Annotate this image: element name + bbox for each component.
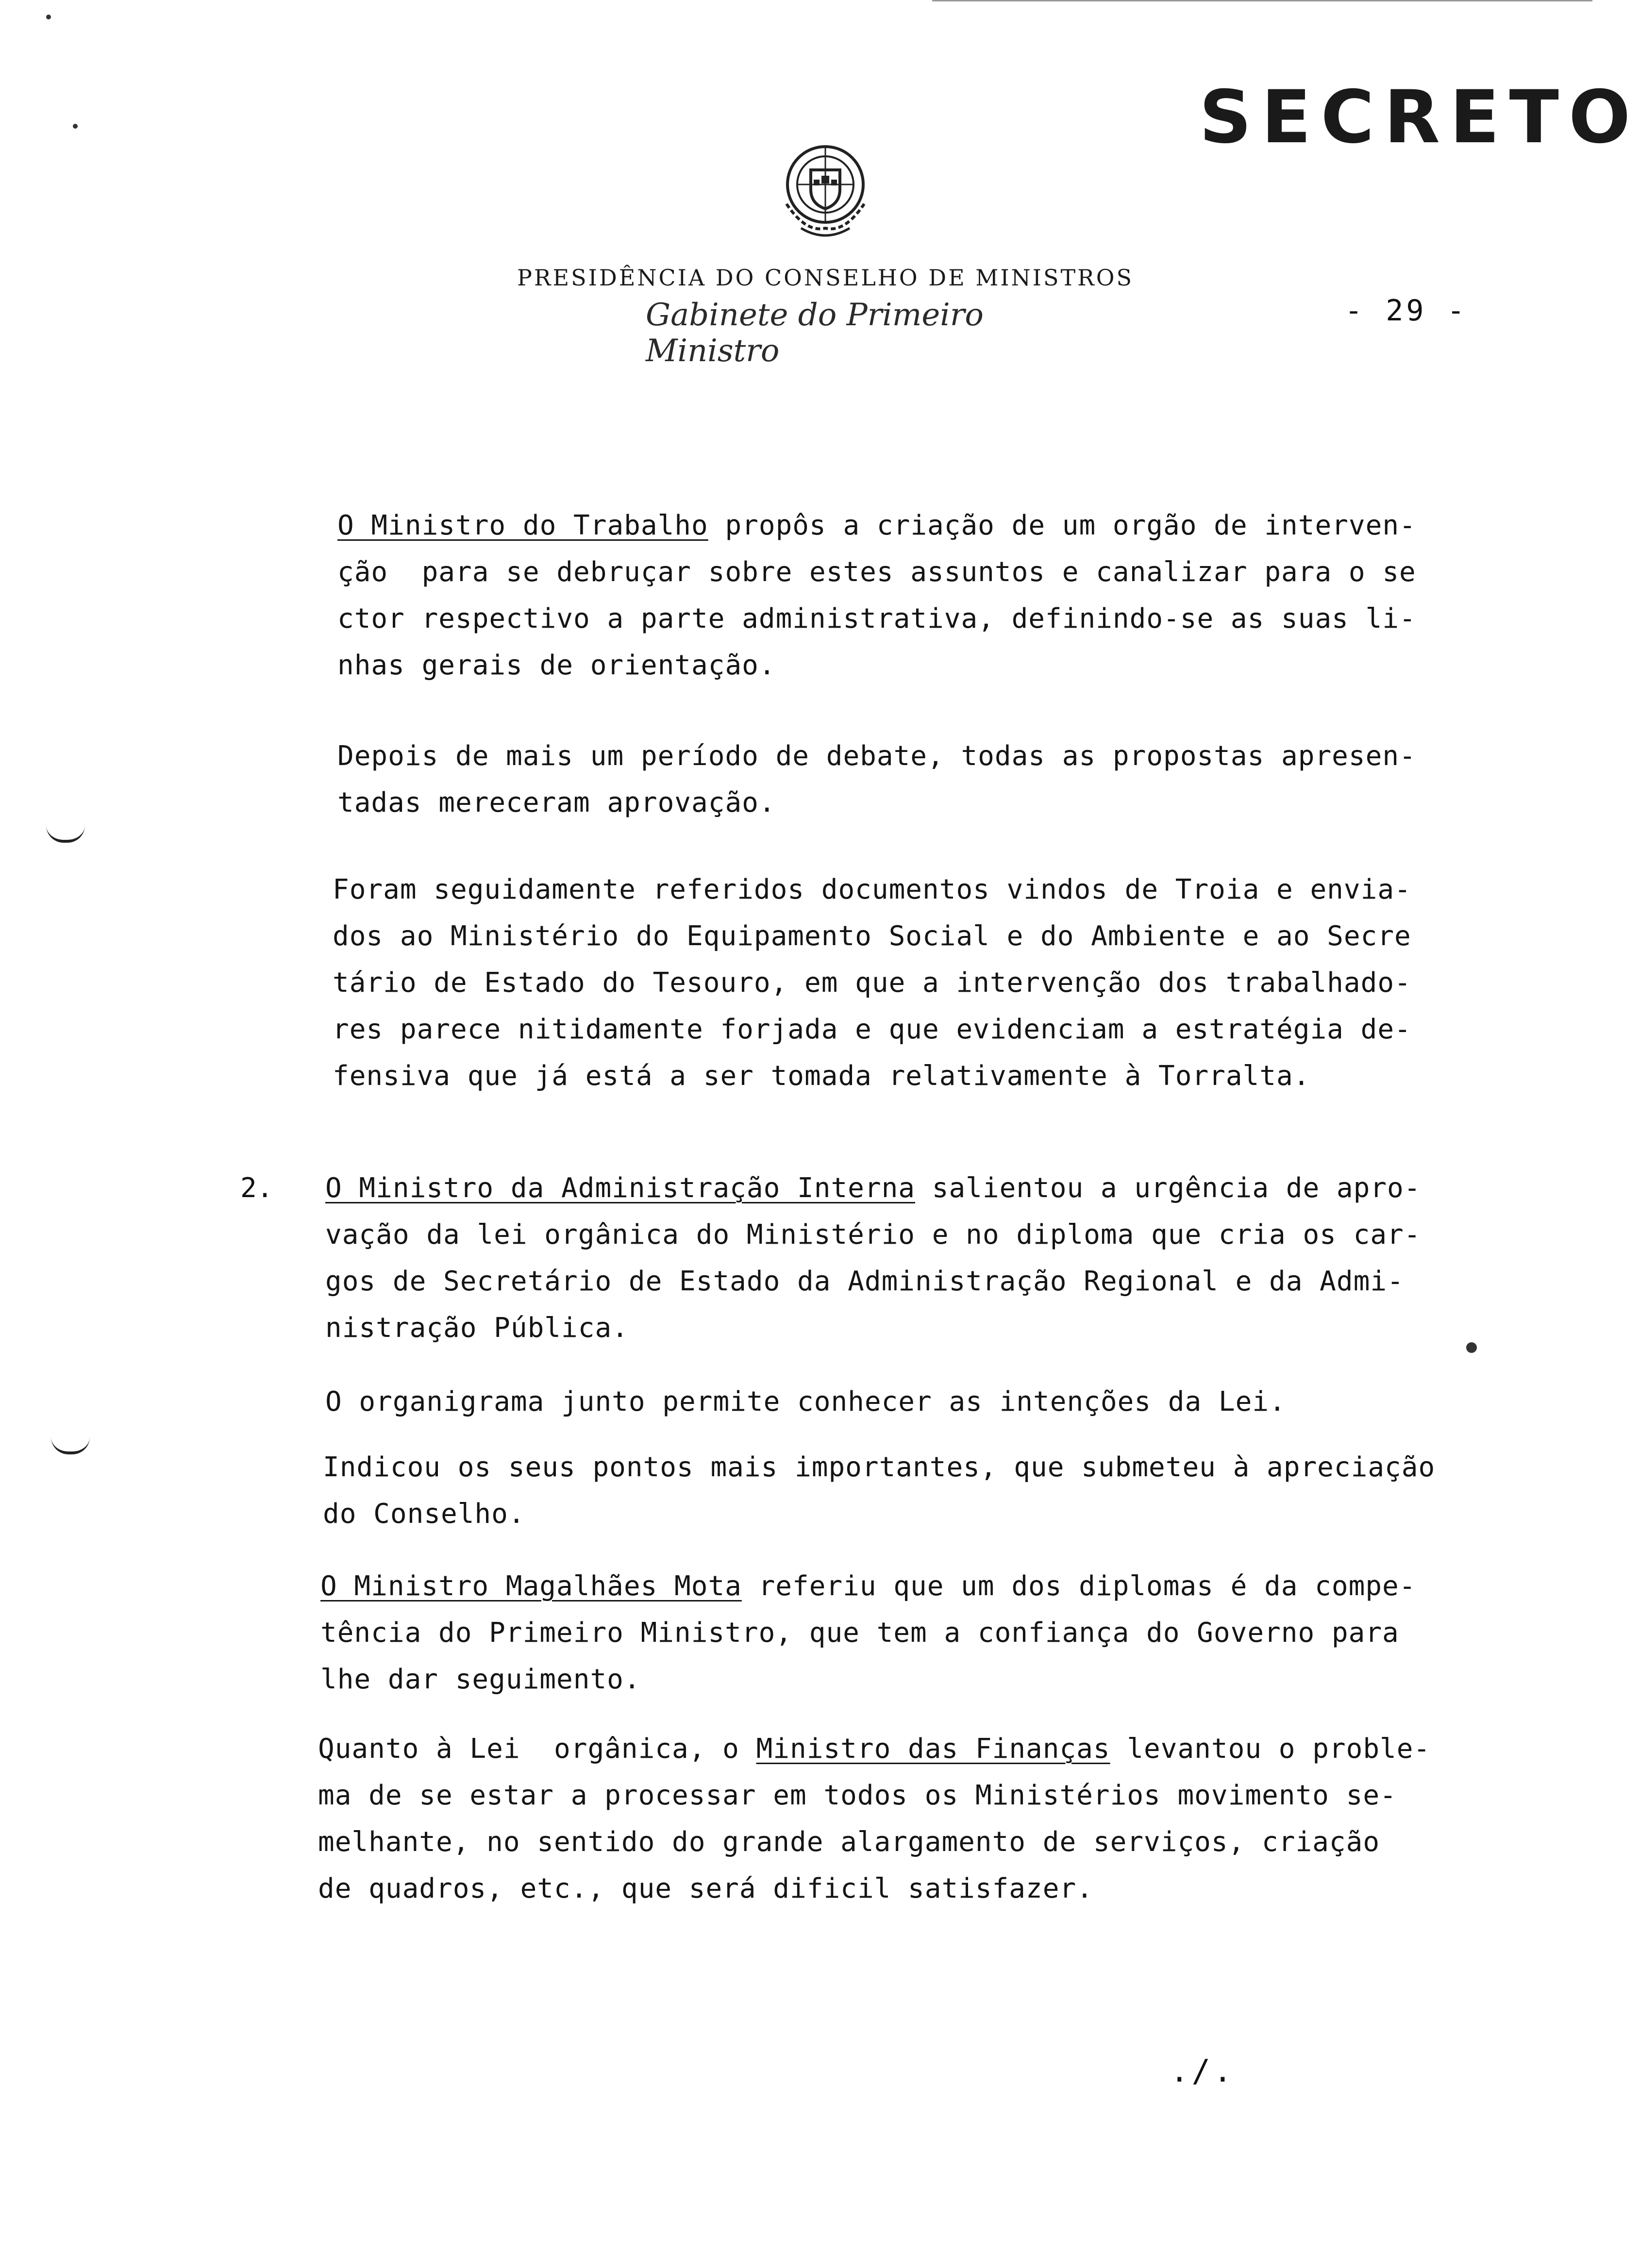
text-line: Foram seguidamente referidos documentos vindos de Troia e envia- [333,874,1411,905]
text-line: Indicou os seus pontos mais importantes, que submeteu à apreciação [323,1451,1436,1483]
text-line: tadas mereceram aprovação. [337,787,776,818]
text-line: O organigrama junto permite conhecer as intenções da Lei. [325,1386,1286,1418]
speaker-name: O Ministro da Administração Interna [325,1172,916,1204]
paragraph-key-points [323,1444,1435,1537]
text-line: salientou a urgência de apro- [915,1172,1421,1204]
text-line: ctor respectivo a parte administrativa, definindo-se as suas li- [337,603,1416,634]
item-number: 2. [240,1172,273,1204]
paragraph-magalhaes-mota [320,1563,1416,1703]
ink-speck [73,124,78,129]
text-line: tência do Primeiro Ministro, que tem a confiança do Governo para [320,1617,1399,1649]
text-line: lhe dar seguimento. [320,1664,641,1695]
paragraph-approval [337,733,1416,826]
coat-of-arms-icon [767,131,884,248]
paragraph-internal-administration [325,1165,1421,1351]
page-number: - 29 - [1345,294,1468,328]
text-line: dos ao Ministério do Equipamento Social e do Ambiente e ao Secre [333,920,1411,952]
text-line: levantou o proble- [1110,1733,1431,1765]
continuation-mark: ./. [1170,2053,1235,2089]
paragraph-finance-minister [318,1726,1430,1912]
ink-speck [46,15,51,19]
text-line: tário de Estado do Tesouro, em que a intervenção dos trabalhado- [333,967,1411,999]
text-line: nistração Pública. [325,1312,629,1344]
paragraph-troia-documents [333,867,1411,1100]
text-line: nhas gerais de orientação. [337,650,776,681]
text-line: res parece nitidamente forjada e que evidenciam a estratégia de- [333,1014,1411,1045]
scan-edge-line [932,0,1592,1]
speaker-name: O Ministro do Trabalho [337,510,708,541]
text-line: ção para se debruçar sobre estes assuntos e canalizar para o se [337,556,1416,588]
text-line: vação da lei orgânica do Ministério e no diploma que cria os car- [325,1219,1421,1251]
binder-hole-mark [46,825,85,843]
text-line: melhante, no sentido do grande alargamento de serviços, criação [318,1826,1380,1858]
text-line: de quadros, etc., que será dificil satisfazer. [318,1873,1093,1904]
text-line: Quanto à Lei orgânica, o [318,1733,756,1765]
speaker-name: Ministro das Finanças [756,1733,1110,1765]
text-line: fensiva que já está a ser tomada relativamente à Torralta. [333,1060,1310,1092]
text-line: Depois de mais um período de debate, todas as propostas apresen- [337,740,1416,772]
speaker-name: O Ministro Magalhães Mota [320,1570,742,1602]
paragraph-organigram [325,1379,1286,1425]
binder-hole-mark [51,1437,90,1454]
text-line: do Conselho. [323,1498,525,1530]
text-line: gos de Secretário de Estado da Administração Regional e da Admi- [325,1266,1404,1297]
cabinet-subheading: Gabinete do Primeiro Ministro [646,297,984,369]
text-line: propôs a criação de um orgão de interven- [708,510,1416,541]
text-line: referiu que um dos diplomas é da compe- [741,1570,1416,1602]
secret-stamp: SECRETO [1199,75,1640,160]
ink-speck [1466,1342,1477,1353]
paragraph-labour-minister [337,502,1416,689]
text-line: ma de se estar a processar em todos os Ministérios movimento se- [318,1780,1397,1811]
institution-heading: PRESIDÊNCIA DO CONSELHO DE MINISTROS [517,265,1134,291]
